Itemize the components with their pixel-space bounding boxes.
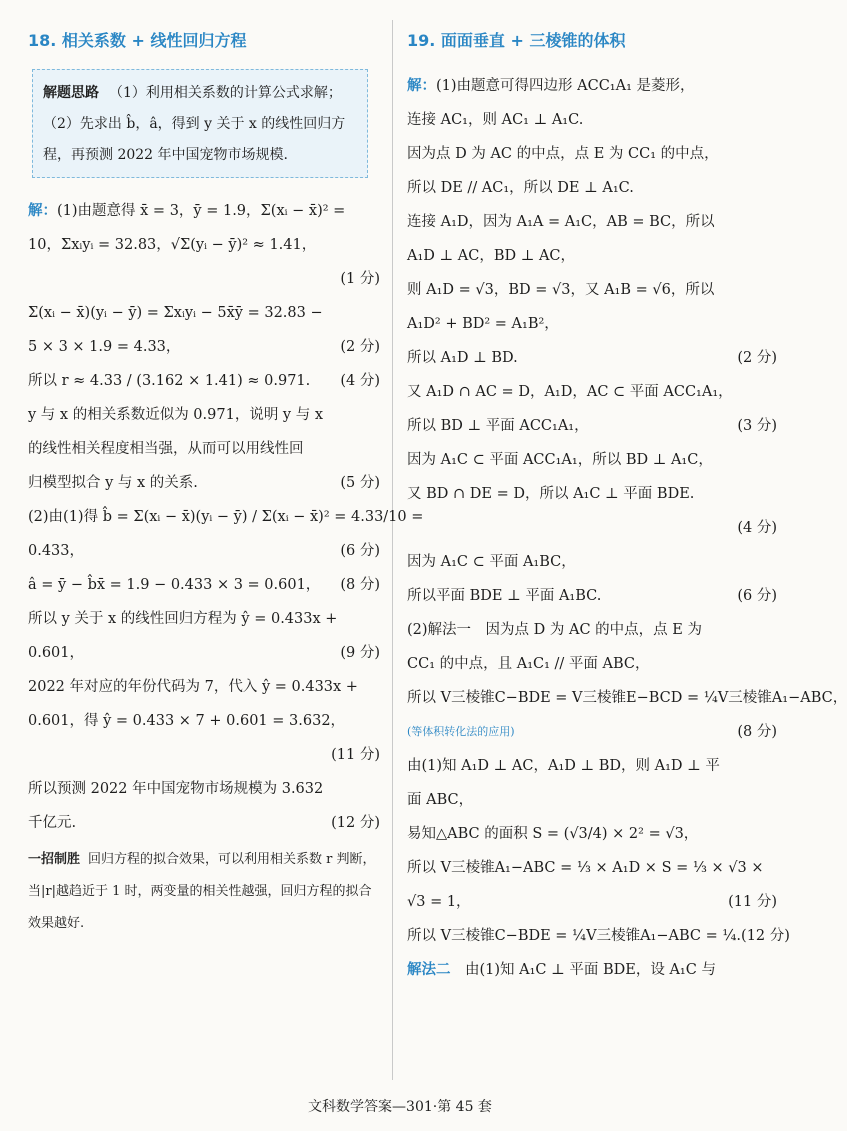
solution-line — [407, 511, 777, 545]
line-text: A₁D ⊥ AC，BD ⊥ AC， — [407, 248, 576, 264]
keyword-label: 解： — [407, 78, 436, 94]
line-text: 0.433， — [28, 543, 85, 559]
solution-line — [407, 647, 777, 681]
line-text: 连接 AC₁，则 AC₁ ⊥ A₁C. — [407, 112, 584, 128]
score-mark: (8 分) — [340, 577, 380, 593]
line-text: 解：(1)由题意得 x̄ = 3，ȳ = 1.9，Σ(xᵢ − x̄)² = — [28, 203, 346, 219]
line-text: 因为 A₁C ⊂ 平面 ACC₁A₁，所以 BD ⊥ A₁C， — [407, 452, 713, 468]
left-column — [28, 22, 424, 940]
solution-line — [28, 568, 380, 602]
column-divider — [392, 20, 393, 1080]
solution-line — [28, 398, 380, 432]
line-text: 所以 V三棱锥C−BDE = V三棱锥E−BCD = ¼V三棱锥A₁−ABC， — [407, 690, 847, 706]
solution-line — [28, 704, 380, 738]
line-text: 所以 r ≈ 4.33 / (3.162 × 1.41) ≈ 0.971. — [28, 373, 311, 389]
solution-line — [407, 817, 777, 851]
line-text: 归模型拟合 y 与 x 的关系. — [28, 475, 198, 491]
solution-line — [407, 443, 777, 477]
line-text: 解法二 由(1)知 A₁C ⊥ 平面 BDE，设 A₁C 与 — [407, 962, 716, 978]
solution-line — [407, 885, 777, 919]
score-mark: (6 分) — [340, 543, 380, 559]
solution-line — [407, 715, 777, 749]
keyword-label: 解法二 — [407, 962, 451, 978]
score-mark: (2 分) — [340, 339, 380, 355]
solution-line — [28, 194, 380, 228]
score-mark: (4 分) — [340, 373, 380, 389]
solution-line — [407, 307, 777, 341]
line-text: 所以平面 BDE ⊥ 平面 A₁BC. — [407, 588, 602, 604]
solution-hint-box — [32, 69, 368, 178]
right-column — [407, 22, 847, 987]
solution-line — [407, 681, 847, 715]
line-text: (2)解法一 因为点 D 为 AC 的中点，点 E 为 — [407, 622, 702, 638]
solution-line — [407, 341, 777, 375]
solution-line — [28, 228, 380, 262]
line-text: 连接 A₁D，因为 A₁A = A₁C，AB = BC，所以 — [407, 214, 715, 230]
line-text: 易知△ABC 的面积 S = (√3/4) × 2² = √3， — [407, 826, 699, 842]
line-text: 5 × 3 × 1.9 = 4.33， — [28, 339, 181, 355]
line-text: 0.601，得 ŷ = 0.433 × 7 + 0.601 = 3.632， — [28, 713, 346, 729]
line-text: 所以预测 2022 年中国宠物市场规模为 3.632 — [28, 781, 324, 797]
score-mark: (1 分) — [340, 271, 380, 287]
line-text: 所以 DE // AC₁，所以 DE ⊥ A₁C. — [407, 180, 634, 196]
solution-line — [28, 262, 380, 296]
solution-line — [407, 749, 777, 783]
line-text: 则 A₁D = √3，BD = √3，又 A₁B = √6，所以 — [407, 282, 715, 298]
line-text: 10，Σxᵢyᵢ = 32.83，√Σ(yᵢ − ȳ)² ≈ 1.41， — [28, 237, 317, 253]
line-text: 又 BD ∩ DE = D，所以 A₁C ⊥ 平面 BDE. — [407, 486, 695, 502]
line-text: y 与 x 的相关系数近似为 0.971，说明 y 与 x — [28, 407, 324, 423]
solution-line — [407, 171, 777, 205]
tip-text: 回归方程的拟合效果，可以利用相关系数 r 判断，当|r|越趋近于 1 时，两变量的相关性越强，回归方程的拟合效果越好. — [28, 852, 376, 931]
solution-line — [28, 602, 380, 636]
line-text: 2022 年对应的年份代码为 7，代入 ŷ = 0.433x + — [28, 679, 358, 695]
score-mark: (8 分) — [737, 724, 777, 740]
hint-text: （1）利用相关系数的计算公式求解；（2）先求出 b̂，â，得到 y 关于 x 的线性回归方程，再预测 2022 年中国宠物市场规模. — [43, 85, 346, 163]
hint-paragraph — [43, 78, 357, 171]
solution-line — [28, 330, 380, 364]
solution-line — [407, 103, 777, 137]
solution-line — [407, 239, 777, 273]
line-text: 所以 A₁D ⊥ BD. — [407, 350, 518, 366]
line-text: Σ(xᵢ − x̄)(yᵢ − ȳ) = Σxᵢyᵢ − 5x̄ȳ = 32.83 − — [28, 305, 323, 321]
solution-line — [407, 851, 777, 885]
solution-line — [28, 364, 380, 398]
line-text: 千亿元. — [28, 815, 77, 831]
line-text: (等体积转化法的应用) — [407, 725, 515, 738]
line-text: 所以 V三棱锥C−BDE = ¼V三棱锥A₁−ABC = ¼. — [407, 928, 742, 944]
solution-line — [407, 783, 777, 817]
solution-line — [28, 636, 380, 670]
right-solution-lines — [407, 69, 847, 987]
solution-line — [407, 613, 777, 647]
line-text: 的线性相关程度相当强，从而可以用线性回 — [28, 441, 304, 457]
score-mark: (5 分) — [340, 475, 380, 491]
solution-line — [407, 69, 777, 103]
line-text: 因为 A₁C ⊂ 平面 A₁BC， — [407, 554, 576, 570]
score-mark: (12 分) — [741, 928, 790, 944]
score-mark: (11 分) — [728, 894, 777, 910]
solution-line — [28, 670, 380, 704]
section-title-19: 19. 面面垂直 + 三棱锥的体积 — [407, 31, 626, 50]
solution-line — [407, 273, 777, 307]
line-text: 因为点 D 为 AC 的中点，点 E 为 CC₁ 的中点， — [407, 146, 719, 162]
line-text: 0.601， — [28, 645, 85, 661]
solution-line — [407, 375, 777, 409]
score-mark: (11 分) — [331, 747, 380, 763]
keyword-label: 解： — [28, 203, 57, 219]
page-footer: 文科数学答案—301·第 45 套 — [308, 1099, 492, 1115]
solution-line — [28, 738, 380, 772]
line-text: 由(1)知 A₁D ⊥ AC，A₁D ⊥ BD，则 A₁D ⊥ 平 — [407, 758, 720, 774]
left-solution-lines — [28, 194, 424, 840]
line-text: 解：(1)由题意可得四边形 ACC₁A₁ 是菱形， — [407, 78, 695, 94]
solution-line — [407, 953, 777, 987]
line-text: 所以 y 关于 x 的线性回归方程为 ŷ = 0.433x + — [28, 611, 338, 627]
solution-line — [28, 534, 380, 568]
line-text: CC₁ 的中点，且 A₁C₁ // 平面 ABC， — [407, 656, 650, 672]
solution-line — [28, 432, 380, 466]
hint-tag: 解题思路 — [43, 85, 99, 101]
solution-line — [407, 137, 777, 171]
line-text: 又 A₁D ∩ AC = D，A₁D，AC ⊂ 平面 ACC₁A₁， — [407, 384, 733, 400]
tip-tag: 一招制胜 — [28, 852, 81, 867]
line-text: A₁D² + BD² = A₁B²， — [407, 316, 559, 332]
solution-line — [407, 205, 777, 239]
line-text: √3 = 1， — [407, 894, 471, 910]
solution-line — [28, 296, 380, 330]
solution-line — [407, 919, 790, 953]
score-mark: (9 分) — [340, 645, 380, 661]
solution-line — [407, 579, 777, 613]
line-text: â = ȳ − b̂x̄ = 1.9 − 0.433 × 3 = 0.601， — [28, 577, 321, 593]
score-mark: (6 分) — [737, 588, 777, 604]
line-text: 所以 V三棱锥A₁−ABC = ⅓ × A₁D × S = ⅓ × √3 × — [407, 860, 764, 876]
solution-line — [28, 466, 380, 500]
score-mark: (4 分) — [737, 520, 777, 536]
solution-line — [28, 772, 380, 806]
section-title-18: 18. 相关系数 + 线性回归方程 — [28, 31, 247, 50]
line-text: 所以 BD ⊥ 平面 ACC₁A₁， — [407, 418, 589, 434]
solution-line — [28, 806, 380, 840]
solution-line — [407, 545, 777, 579]
score-mark: (12 分) — [331, 815, 380, 831]
solution-line — [407, 477, 777, 511]
line-text: (2)由(1)得 b̂ = Σ(xᵢ − x̄)(yᵢ − ȳ) / Σ(xᵢ − x̄)² = 4.33/10 = — [28, 509, 424, 525]
solution-line — [28, 500, 424, 534]
solution-line — [407, 409, 777, 443]
line-text: 面 ABC， — [407, 792, 474, 808]
score-mark: (3 分) — [737, 418, 777, 434]
score-mark: (2 分) — [737, 350, 777, 366]
tip-box — [28, 844, 380, 940]
